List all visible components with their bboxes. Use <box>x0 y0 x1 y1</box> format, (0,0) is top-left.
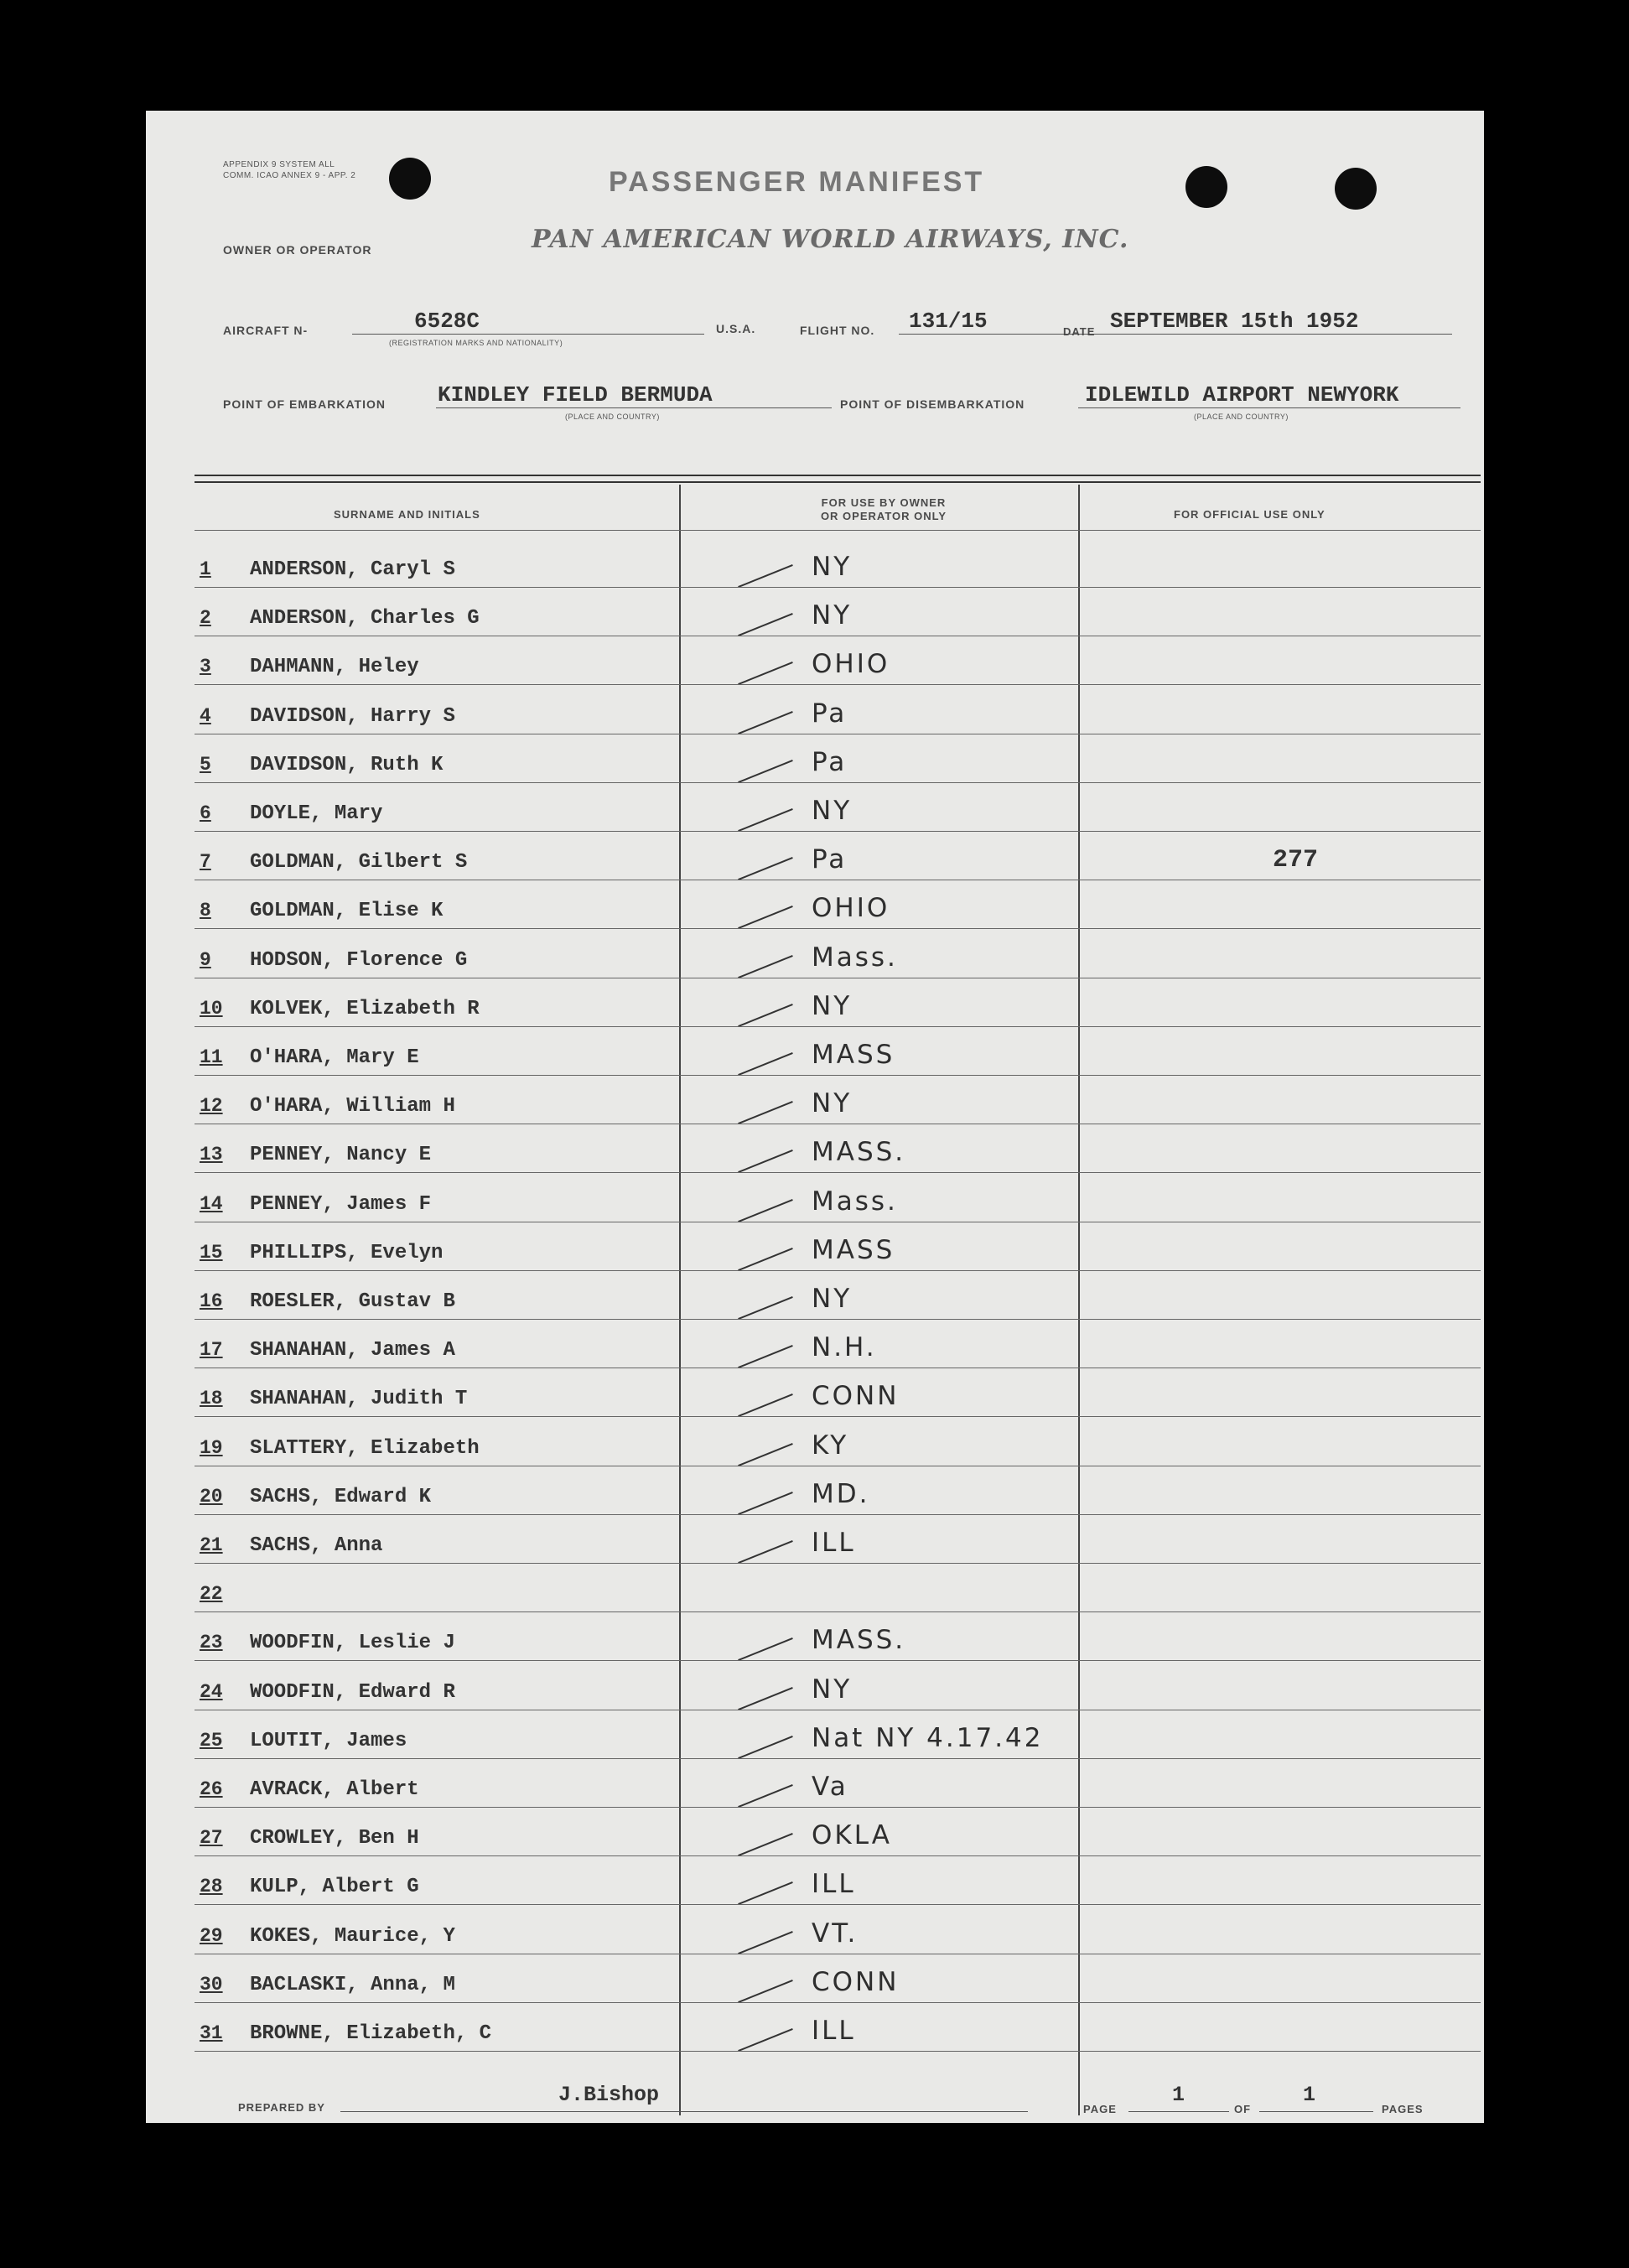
passenger-number: 12 <box>200 1095 223 1118</box>
passenger-residence-state: NY <box>812 1088 853 1119</box>
date-underline <box>1108 334 1452 335</box>
passenger-row <box>200 1965 1474 2014</box>
passenger-row <box>200 1233 1474 1282</box>
check-mark <box>738 1443 793 1466</box>
passenger-number: 27 <box>200 1827 223 1850</box>
passenger-residence-state: CONN <box>812 1966 900 1997</box>
row-rule <box>195 2051 1481 2052</box>
passenger-row <box>200 1575 1474 1623</box>
check-mark <box>738 1980 793 2003</box>
passenger-row <box>200 1429 1474 1477</box>
official-use-entry: 277 <box>1273 846 1319 875</box>
passenger-name: AVRACK, Albert <box>250 1778 419 1801</box>
check-mark <box>738 2028 793 2052</box>
check-mark <box>738 1199 793 1222</box>
passenger-name: ROESLER, Gustav B <box>250 1290 455 1313</box>
of-underline <box>1259 2111 1373 2112</box>
passenger-residence-state: Nat NY 4.17.42 <box>812 1722 1044 1753</box>
embark-value: KINDLEY FIELD BERMUDA <box>438 382 713 407</box>
passenger-number: 5 <box>200 753 211 776</box>
row-rule <box>195 831 1481 832</box>
passenger-number: 30 <box>200 1973 223 1996</box>
col-owner-header-line2: OR OPERATOR ONLY <box>820 510 947 522</box>
check-mark <box>738 1150 793 1173</box>
passenger-number: 21 <box>200 1534 223 1556</box>
passenger-number: 26 <box>200 1778 223 1800</box>
passenger-number: 20 <box>200 1485 223 1508</box>
passenger-number: 4 <box>200 704 211 727</box>
passenger-name: O'HARA, Mary E <box>250 1046 419 1069</box>
row-rule <box>195 1855 1481 1856</box>
passenger-name: PENNEY, Nancy E <box>250 1144 432 1167</box>
prepared-value: J.Bishop <box>558 2083 660 2107</box>
passenger-name: CROWLEY, Ben H <box>250 1827 419 1850</box>
passenger-name: SHANAHAN, James A <box>250 1339 455 1362</box>
passenger-number: 2 <box>200 607 211 630</box>
passenger-name: KOKES, Maurice, Y <box>250 1924 455 1948</box>
col-owner-header-line1: FOR USE BY OWNER <box>821 496 947 509</box>
row-rule <box>195 1172 1481 1173</box>
passenger-residence-state: Mass. <box>812 942 898 973</box>
date-value: SEPTEMBER 15th 1952 <box>1110 309 1359 334</box>
passenger-row <box>200 1721 1474 1770</box>
passenger-name: O'HARA, William H <box>250 1095 455 1118</box>
punch-hole <box>1335 168 1377 210</box>
passenger-number: 15 <box>200 1241 223 1264</box>
row-rule <box>195 587 1481 588</box>
passenger-row <box>200 989 1474 1038</box>
passenger-row <box>200 1917 1474 1965</box>
passenger-number: 31 <box>200 2022 223 2044</box>
check-mark <box>738 1345 793 1368</box>
aircraft-label: AIRCRAFT N- <box>223 324 309 337</box>
passenger-row <box>200 1526 1474 1575</box>
passenger-residence-state: NY <box>812 990 853 1021</box>
passenger-name: HODSON, Florence G <box>250 948 468 972</box>
passenger-number: 1 <box>200 558 211 580</box>
passenger-row <box>200 1623 1474 1672</box>
row-rule <box>195 1904 1481 1905</box>
passenger-residence-state: N.H. <box>812 1332 877 1363</box>
check-mark <box>738 1101 793 1124</box>
row-rule <box>195 1563 1481 1564</box>
passenger-name: GOLDMAN, Elise K <box>250 900 444 923</box>
passenger-residence-state: Pa <box>812 844 848 875</box>
check-mark <box>738 564 793 588</box>
of-label: OF <box>1234 2103 1252 2115</box>
passenger-name: DAVIDSON, Ruth K <box>250 753 444 776</box>
page-value: 1 <box>1172 2083 1185 2107</box>
embark-label: POINT OF EMBARKATION <box>223 397 386 411</box>
row-rule <box>195 1270 1481 1271</box>
passenger-residence-state: NY <box>812 796 853 826</box>
passenger-name: BROWNE, Elizabeth, C <box>250 2022 492 2045</box>
check-mark <box>738 1492 793 1515</box>
passenger-row <box>200 1819 1474 1867</box>
passenger-residence-state: NY <box>812 1284 853 1314</box>
passenger-number: 16 <box>200 1290 223 1312</box>
passenger-residence-state: OHIO <box>812 649 890 680</box>
passenger-name: KOLVEK, Elizabeth R <box>250 997 480 1020</box>
passenger-residence-state: Mass. <box>812 1186 898 1217</box>
passenger-number: 17 <box>200 1339 223 1362</box>
passenger-name: DOYLE, Mary <box>250 802 383 825</box>
form-reference-code: APPENDIX 9 SYSTEM ALL COMM. ICAO ANNEX 9 - APP. 2 <box>223 160 356 180</box>
form-title: PASSENGER MANIFEST <box>609 166 985 198</box>
passenger-number: 6 <box>200 802 211 824</box>
passenger-number: 10 <box>200 997 223 1020</box>
passenger-row <box>200 1673 1474 1721</box>
prepared-label: PREPARED BY <box>238 2101 325 2114</box>
passenger-residence-state: OHIO <box>812 893 890 924</box>
passenger-number: 7 <box>200 851 211 874</box>
passenger-name: ANDERSON, Charles G <box>250 607 480 631</box>
check-mark <box>738 857 793 880</box>
passenger-residence-state: ILL <box>812 1869 856 1900</box>
passenger-residence-state: MD. <box>812 1478 870 1509</box>
passenger-number: 22 <box>200 1583 223 1606</box>
check-mark <box>738 906 793 929</box>
passenger-residence-state: Pa <box>812 698 848 729</box>
passenger-name: DAVIDSON, Harry S <box>250 704 455 728</box>
passenger-residence-state: ILL <box>812 2016 856 2046</box>
embark-underline <box>436 407 832 408</box>
page-underline <box>1128 2111 1229 2112</box>
passenger-name: PHILLIPS, Evelyn <box>250 1241 444 1264</box>
passenger-residence-state: NY <box>812 1674 853 1705</box>
check-mark <box>738 1540 793 1564</box>
passenger-number: 8 <box>200 900 211 922</box>
passenger-residence-state: OKLA <box>812 1820 892 1851</box>
header-bottom-rule <box>195 530 1481 531</box>
passenger-number: 23 <box>200 1632 223 1654</box>
aircraft-value: 6528C <box>414 309 480 334</box>
punch-hole <box>1185 166 1227 208</box>
check-mark <box>738 1784 793 1808</box>
passenger-number: 9 <box>200 948 211 971</box>
passenger-row <box>200 599 1474 647</box>
passenger-row <box>200 550 1474 599</box>
passenger-name: BACLASKI, Anna, M <box>250 1973 455 1996</box>
passenger-row <box>200 1087 1474 1135</box>
punch-hole <box>389 158 431 200</box>
col-surname-header: SURNAME AND INITIALS <box>334 508 480 521</box>
passenger-row <box>200 647 1474 696</box>
passenger-name: LOUTIT, James <box>250 1729 407 1752</box>
row-rule <box>195 1075 1481 1076</box>
passenger-name: DAHMANN, Heley <box>250 656 419 679</box>
passenger-residence-state: NY <box>812 552 853 582</box>
row-rule <box>195 1758 1481 1759</box>
page-label: PAGE <box>1083 2103 1117 2115</box>
pages-label: PAGES <box>1382 2103 1424 2115</box>
passenger-residence-state: ILL <box>812 1528 856 1558</box>
passenger-row <box>200 941 1474 989</box>
row-rule <box>195 1416 1481 1417</box>
usa-label: U.S.A. <box>716 322 756 335</box>
passenger-name: WOODFIN, Edward R <box>250 1680 455 1704</box>
row-rule <box>195 2002 1481 2003</box>
passenger-residence-state: MASS <box>812 1040 895 1070</box>
disembark-label: POINT OF DISEMBARKATION <box>840 397 1025 411</box>
aircraft-underline <box>352 334 704 335</box>
of-value: 1 <box>1303 2083 1316 2107</box>
passenger-number: 11 <box>200 1046 223 1068</box>
passenger-number: 14 <box>200 1192 223 1215</box>
passenger-residence-state: CONN <box>812 1381 900 1412</box>
row-rule <box>195 684 1481 685</box>
check-mark <box>738 1393 793 1417</box>
check-mark <box>738 1052 793 1076</box>
passenger-number: 24 <box>200 1680 223 1703</box>
check-mark <box>738 1248 793 1271</box>
passenger-row <box>200 1477 1474 1526</box>
row-rule <box>195 928 1481 929</box>
passenger-row <box>200 1185 1474 1233</box>
header-rule-top <box>195 475 1481 476</box>
check-mark <box>738 760 793 783</box>
row-rule <box>195 782 1481 783</box>
passenger-row <box>200 1038 1474 1087</box>
disembark-sub: (PLACE AND COUNTRY) <box>1194 413 1289 421</box>
row-rule <box>195 1611 1481 1612</box>
check-mark <box>738 662 793 685</box>
passenger-name: PENNEY, James F <box>250 1192 432 1216</box>
disembark-value: IDLEWILD AIRPORT NEWYORK <box>1085 382 1399 407</box>
passenger-residence-state: VT. <box>812 1918 859 1949</box>
passenger-number: 18 <box>200 1388 223 1410</box>
check-mark <box>738 1736 793 1759</box>
row-rule <box>195 1514 1481 1515</box>
check-mark <box>738 613 793 636</box>
check-mark <box>738 808 793 832</box>
passenger-row <box>200 1282 1474 1331</box>
row-rule <box>195 1026 1481 1027</box>
row-rule <box>195 1807 1481 1808</box>
aircraft-sub: (REGISTRATION MARKS AND NATIONALITY) <box>389 339 563 347</box>
row-rule <box>195 1660 1481 1661</box>
check-mark <box>738 1931 793 1954</box>
col-official-header: FOR OFFICIAL USE ONLY <box>1174 508 1326 521</box>
owner-label: OWNER OR OPERATOR <box>223 243 372 257</box>
row-rule <box>195 1319 1481 1320</box>
passenger-residence-state: Va <box>812 1772 848 1802</box>
passenger-residence-state: MASS. <box>812 1137 906 1168</box>
passenger-name: GOLDMAN, Gilbert S <box>250 851 468 875</box>
check-mark <box>738 1004 793 1027</box>
passenger-residence-state: Pa <box>812 746 848 777</box>
passenger-residence-state: MASS. <box>812 1625 906 1656</box>
passenger-name: SACHS, Edward K <box>250 1485 432 1508</box>
embark-sub: (PLACE AND COUNTRY) <box>565 413 660 421</box>
passenger-row <box>200 843 1474 891</box>
passenger-name: KULP, Albert G <box>250 1876 419 1899</box>
passenger-name: ANDERSON, Caryl S <box>250 558 455 581</box>
passenger-name: WOODFIN, Leslie J <box>250 1632 455 1655</box>
disembark-underline <box>1078 407 1460 408</box>
flight-label: FLIGHT NO. <box>800 324 875 337</box>
check-mark <box>738 711 793 734</box>
passenger-number: 13 <box>200 1144 223 1166</box>
passenger-row <box>200 1135 1474 1184</box>
passenger-number: 25 <box>200 1729 223 1752</box>
passenger-residence-state: KY <box>812 1430 849 1461</box>
owner-value: PAN AMERICAN WORLD AIRWAYS, INC. <box>532 225 1129 254</box>
passenger-row <box>200 697 1474 745</box>
check-mark <box>738 1687 793 1710</box>
passenger-name: SHANAHAN, Judith T <box>250 1388 468 1411</box>
prepared-underline <box>340 2111 1028 2112</box>
passenger-row <box>200 794 1474 843</box>
passenger-number: 3 <box>200 656 211 678</box>
passenger-row <box>200 891 1474 940</box>
passenger-row <box>200 1770 1474 1819</box>
passenger-row <box>200 2014 1474 2063</box>
check-mark <box>738 1833 793 1856</box>
passenger-number: 28 <box>200 1876 223 1898</box>
check-mark <box>738 1296 793 1320</box>
passenger-number: 19 <box>200 1436 223 1459</box>
flight-value: 131/15 <box>909 309 988 334</box>
passenger-row <box>200 1331 1474 1379</box>
date-label: DATE <box>1063 325 1096 338</box>
check-mark <box>738 1637 793 1661</box>
passenger-residence-state: MASS <box>812 1234 895 1265</box>
check-mark <box>738 955 793 978</box>
check-mark <box>738 1881 793 1905</box>
manifest-sheet <box>146 111 1484 2123</box>
passenger-row <box>200 1379 1474 1428</box>
passenger-row <box>200 1867 1474 1916</box>
header-rule-second <box>195 481 1481 483</box>
passenger-residence-state: NY <box>812 600 853 631</box>
passenger-name: SLATTERY, Elizabeth <box>250 1436 480 1460</box>
passenger-name: SACHS, Anna <box>250 1534 383 1557</box>
passenger-number: 29 <box>200 1924 223 1947</box>
passenger-row <box>200 745 1474 794</box>
